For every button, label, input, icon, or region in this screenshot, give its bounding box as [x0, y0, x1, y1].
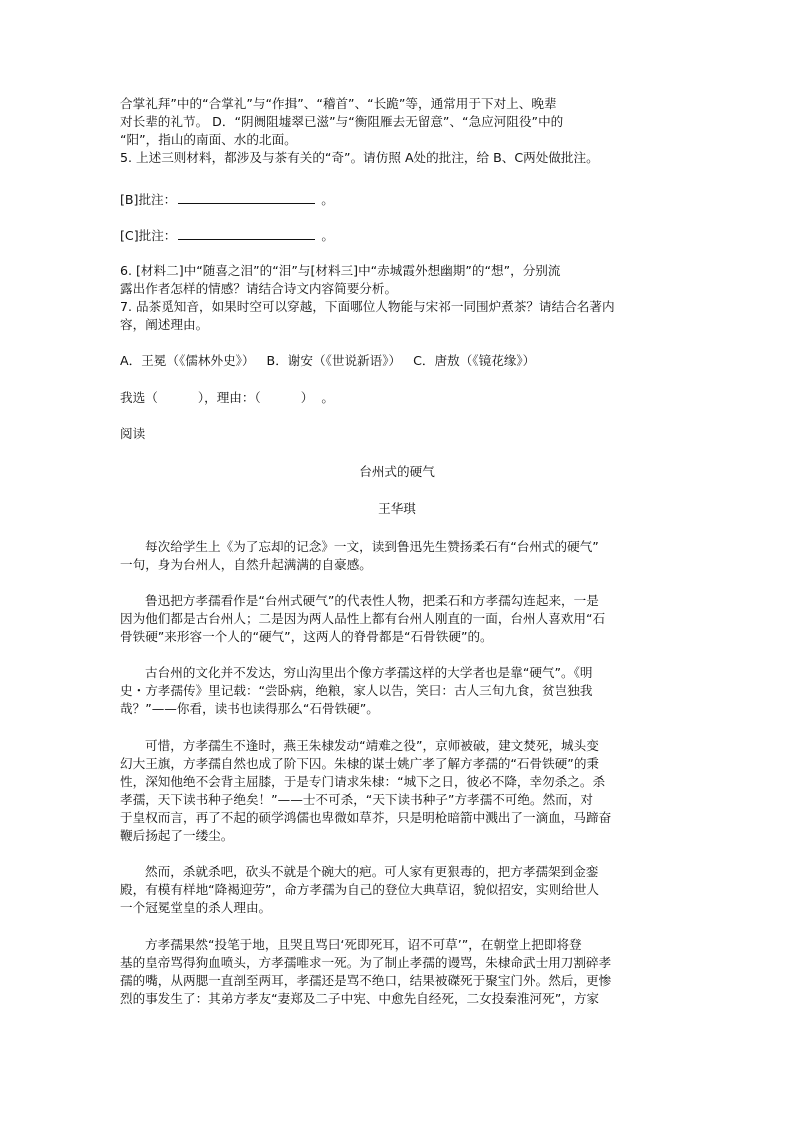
text-line: 于皇权而言，再了不起的硕学鸿儒也卑微如草芥，只是明枪暗箭中溅出了一滴血，马蹄奋 [120, 810, 612, 825]
question-5: 5. 上述三则材料，都涉及与茶有关的“奇”。请仿照 A处的批注，给 B、C两处做批注。 [120, 150, 599, 165]
annotation-b-label: [B]批注： [120, 192, 177, 207]
text-line: 鞭后扬起了一缕尘。 [120, 828, 234, 843]
text-line: 一句，身为台州人，自然升起满满的自豪感。 [120, 557, 372, 572]
text-line: 基的皇帝骂得狗血喷头，方孝孺唯求一死。为了制止孝孺的谩骂，朱棣命武士用刀割碎孝 [120, 955, 612, 970]
article-title: 台州式的硬气 [359, 464, 435, 479]
paragraph-5 [120, 863, 676, 917]
text-line: 一个冠冕堂皇的杀人理由。 [120, 900, 272, 915]
reading-label: 阅读 [120, 426, 146, 441]
paragraph-6 [120, 936, 676, 1008]
text-line: 因为他们都是古台州人；二是因为两人品性上都有台州人刚直的一面，台州人喜欢用“石 [120, 611, 606, 626]
text-line: 烈的事发生了：其弟方孝友“妻郑及二子中宪、中愈先自经死，二女投秦淮河死”，方家 [120, 991, 600, 1006]
annotation-c-row [120, 226, 676, 245]
text-line: “阳”，指山的南面、水的北面。 [120, 132, 297, 147]
text-line: 每次给学生上《为了忘却的记念》一文，读到鲁迅先生赞扬柔石有“台州式的硬气” [145, 539, 599, 554]
article-author: 王华琪 [378, 501, 416, 516]
text-line: 7. 品茶觅知音，如果时空可以穿越，下面哪位人物能与宋祁一同围炉煮茶？请结合名著内 [120, 299, 615, 314]
annotation-c-blank[interactable] [178, 226, 315, 240]
paragraph-2 [120, 592, 676, 646]
text-line: 合掌礼拜”中的“合掌礼”与“作揖”、“稽首”、“长跪”等，通常用于下对上、晚辈 [120, 96, 557, 111]
annotation-c-label: [C]批注： [120, 228, 177, 243]
text-line: 哉？”——你看，读书也读得那么“石骨铁硬”。 [120, 701, 379, 716]
paragraph-3 [120, 664, 676, 718]
annotation-c-period: 。 [321, 228, 334, 243]
text-line: 性，深知他绝不会背主屈膝，于是专门请求朱棣：“城下之日，彼必不降，幸勿杀之。杀 [120, 774, 606, 789]
text-line: 骨铁硬”来形容一个人的“硬气”，这两人的脊骨都是“石骨铁硬”的。 [120, 629, 493, 644]
text-line: 史・方孝孺传》里记载：“尝卧病，绝粮，家人以告，笑曰：古人三旬九食，贫岂独我 [120, 683, 593, 698]
text-line: 方孝孺果然“投笔于地，且哭且骂曰‘死即死耳，诏不可草’”，在朝堂上把即将登 [145, 937, 582, 952]
paragraph-4 [120, 737, 676, 845]
annotation-b-period: 。 [321, 192, 334, 207]
text-line: 鲁迅把方孝孺看作是“台州式硬气”的代表性人物，把柔石和方孝孺勾连起来，一是 [145, 593, 599, 608]
text-line: 孺的嘴，从两腮一直剖至两耳，孝孺还是骂不绝口，结果被磔死于聚宝门外。然后，更惨 [120, 973, 612, 988]
text-line: 古台州的文化并不发达，穷山沟里出个像方孝孺这样的大学者也是靠“硬气”。《明 [145, 665, 593, 680]
text-line: 对长辈的礼节。 D．“阴阓阻墟翠已滋”与“衡阻雁去无留意”、“急应河阻役”中的 [120, 114, 564, 129]
text-line: 殿，有模有样地“降褐迎劳”，命方孝孺为自己的登位大典草诏，貌似招安，实则给世人 [120, 882, 600, 897]
text-line: 幻大王旗，方孝孺自然也成了阶下囚。朱棣的谋士姚广孝了解方孝孺的“石骨铁硬”的秉 [120, 756, 600, 771]
text-line: 孝孺，天下读书种子绝矣！”——士不可杀，“天下读书种子”方孝孺不可绝。然而，对 [120, 792, 593, 807]
text-line: 6. [材料二]中“随喜之泪”的“泪”与[材料三]中“赤城霞外想幽期”的“想”，分别流 [120, 263, 561, 278]
choice-line: 我选（ ），理由：（ ） 。 [120, 390, 335, 405]
text-line: 然而，杀就杀吧，砍头不就是个碗大的疤。可人家有更狠毒的，把方孝孺架到金銮 [145, 864, 599, 879]
answer-options: A．王冕（《儒林外史》） B．谢安（《世说新语》） C．唐敖（《镜花缘》） [120, 353, 536, 368]
question-6-7-block [120, 262, 676, 334]
text-line: 容，阐述理由。 [120, 317, 209, 332]
annotation-b-row [120, 190, 676, 209]
text-line: 可惜，方孝孺生不逢时，燕王朱棣发动“靖难之役”，京师被破，建文焚死，城头变 [145, 738, 599, 753]
annotation-b-blank[interactable] [178, 190, 315, 204]
question-block-top [120, 95, 676, 167]
paragraph-1 [120, 538, 676, 574]
text-line: 露出作者怎样的情感？请结合诗文内容简要分析。 [120, 281, 398, 296]
